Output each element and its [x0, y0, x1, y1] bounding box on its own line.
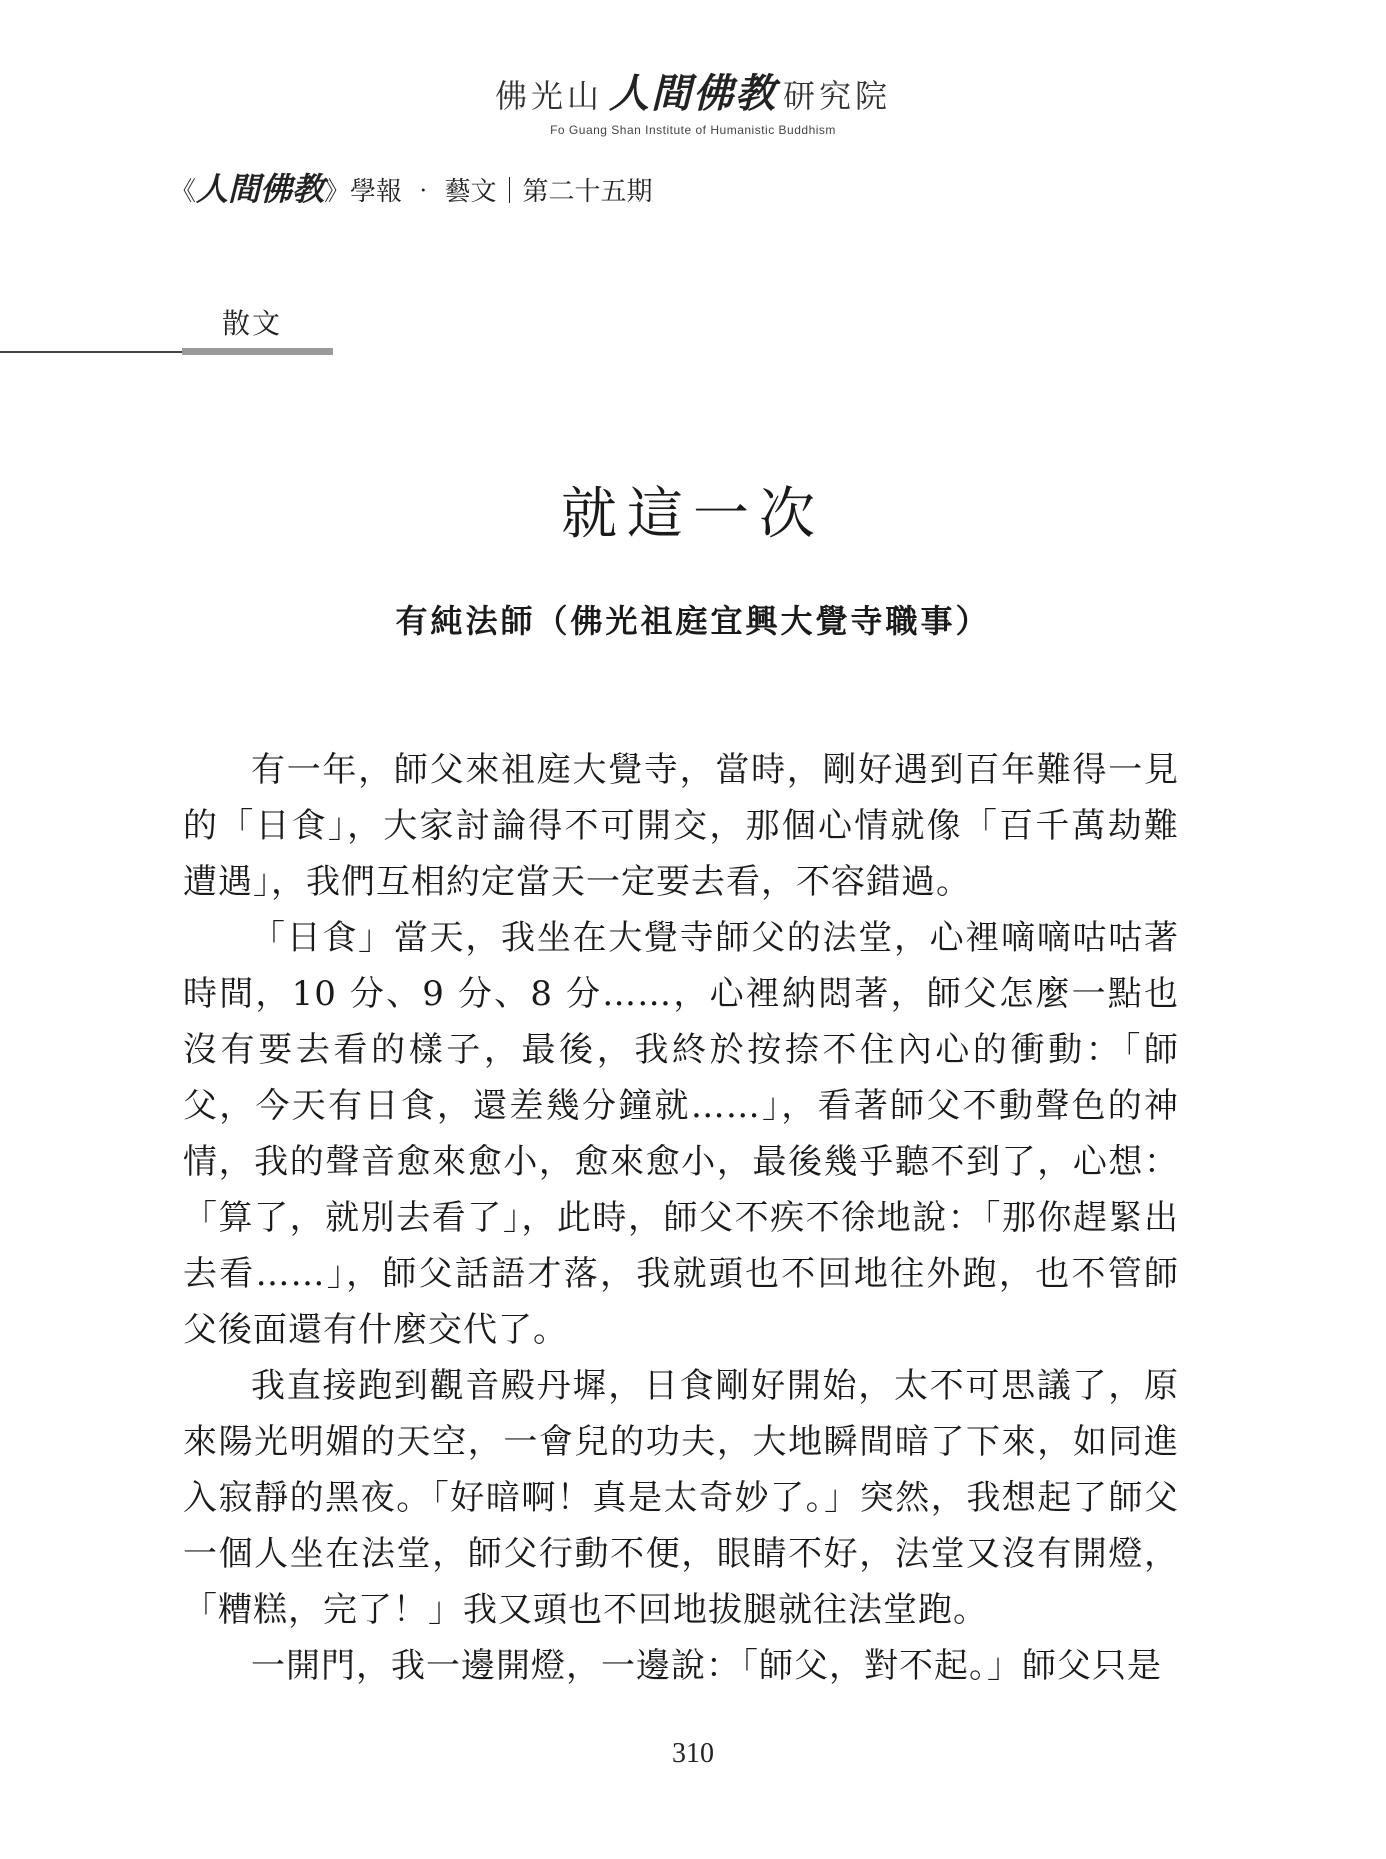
page-number: 310	[672, 1738, 714, 1769]
article-body	[183, 742, 1179, 1694]
article-title: 就這一次	[561, 482, 825, 547]
masthead-brand-logo: 人間佛教	[609, 70, 777, 117]
paragraph: 我直接跑到觀音殿丹墀，日食剛好開始，太不可思議了，原來陽光明媚的天空，一會兒的功夫，大地瞬間暗了下來，如同進入寂靜的黑夜。「好暗啊！真是太奇妙了。」突然，我想起了師父一個人坐在法堂，師父行動不便，眼睛不好，法堂又沒有開燈，「糟糕，完了！」我又頭也不回地拔腿就往法堂跑。	[183, 1366, 1179, 1630]
journal-open-quote: 《	[170, 177, 197, 207]
journal-brand-logo: 人間佛教	[196, 170, 325, 208]
paragraph: 有一年，師父來祖庭大覺寺，當時，剛好遇到百年難得一見的「日食」，大家討論得不可開交，那個心情就像「百千萬劫難遭遇」，我們互相約定當天一定要去看，不容錯過。	[183, 750, 1179, 902]
paragraph: 一開門，我一邊開燈，一邊說：「師父，對不起。」師父只是	[251, 1646, 1162, 1686]
institute-masthead	[0, 62, 1386, 137]
paragraph: 「日食」當天，我坐在大覺寺師父的法堂，心裡嘀嘀咕咕著時間，10 分、9 分、8 分……，心裡納悶著，師父怎麼一點也沒有要去看的樣子，最後，我終於按捺不住內心的衝動：「師父，今天有日食，還差幾分鐘就……」，看著師父不動聲色的神情，我的聲音愈來愈小，愈來愈小，最後幾乎聽不到了，心想：「算了，就別去看了」，此時，師父不疾不徐地說：「那你趕緊出去看……」，師父話語才落，我就頭也不回地往外跑，也不管師父後面還有什麼交代了。	[183, 918, 1179, 1350]
masthead-org-prefix: 佛光山	[494, 77, 603, 115]
journal-header	[170, 164, 653, 210]
masthead-title	[0, 62, 1386, 119]
masthead-english: Fo Guang Shan Institute of Humanistic Buddhism	[550, 123, 836, 137]
journal-issue-info: 》學報 ‧ 藝文｜第二十五期	[324, 177, 653, 207]
section-divider-accent	[182, 348, 333, 355]
section-label: 散文	[222, 307, 283, 340]
masthead-org-suffix: 研究院	[783, 77, 892, 115]
article-author: 有純法師（佛光祖庭宜興大覺寺職事）	[395, 602, 991, 640]
